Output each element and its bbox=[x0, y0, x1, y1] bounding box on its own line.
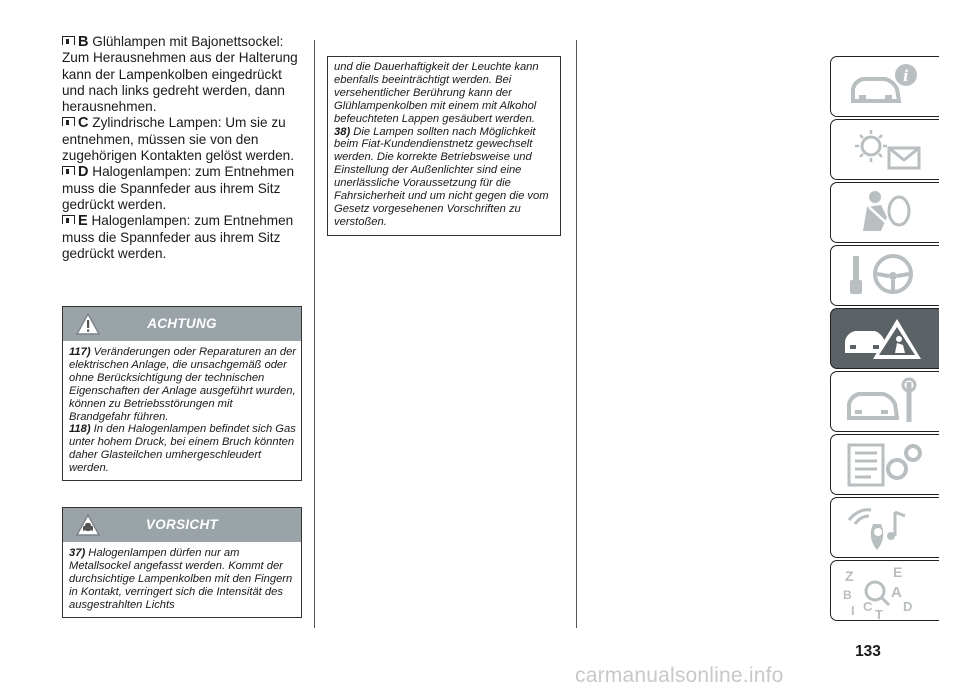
svg-text:i: i bbox=[903, 67, 909, 85]
index-letter: D bbox=[903, 599, 913, 614]
index-letter: T bbox=[875, 607, 883, 621]
paragraph-e bbox=[62, 213, 302, 262]
paragraph-letter: E bbox=[78, 213, 88, 230]
note-38 bbox=[334, 126, 556, 229]
key-steering-wheel-icon bbox=[841, 250, 931, 302]
airbag-safety-icon bbox=[841, 187, 931, 239]
achtung-note-117 bbox=[69, 346, 297, 423]
tab-technical-data[interactable] bbox=[830, 434, 939, 495]
left-column bbox=[62, 34, 302, 262]
car-info-icon bbox=[841, 61, 931, 113]
note-text: Halogenlampen dürfen nur am Metallsockel angefasst werden. Kommt der durchsichtige Lampenkolben mit den Fingern in Kontakt, verringert sich die Intensität des ausgestrahlten Lichts bbox=[69, 547, 293, 611]
continued-note-box bbox=[327, 56, 561, 236]
column-divider bbox=[314, 40, 315, 628]
achtung-body bbox=[63, 341, 301, 480]
vorsicht-box bbox=[62, 507, 302, 618]
index-letter: I bbox=[851, 603, 855, 618]
paragraph-text: Glühlampen mit Bajonettsockel: Zum Herausnehmen aus der Halterung kann der Lampenkolben eingedrückt und nach links gedreht werden, dann herausnehmen. bbox=[62, 34, 298, 115]
achtung-title: ACHTUNG bbox=[147, 316, 217, 331]
index-letter: C bbox=[863, 599, 873, 614]
index-letter: A bbox=[891, 584, 902, 601]
car-maintenance-icon bbox=[841, 376, 931, 428]
car-emergency-icon bbox=[841, 313, 931, 365]
technical-data-icon bbox=[841, 439, 931, 491]
tab-index[interactable] bbox=[830, 560, 939, 621]
paragraph-text: Zylindrische Lampen: Um sie zu entnehmen, müssen sie von den zugehörigen Kontakten gelöst werden. bbox=[62, 115, 295, 164]
paragraph-letter: C bbox=[78, 115, 89, 132]
paragraph-text: Halogenlampen: zum Entnehmen muss die Spannfeder aus ihrem Sitz gedrückt werden. bbox=[62, 213, 294, 261]
multimedia-icon bbox=[841, 502, 931, 554]
index-letter: B bbox=[843, 588, 852, 602]
vorsicht-body bbox=[63, 542, 301, 617]
note-number: 118) bbox=[69, 423, 91, 436]
column-divider bbox=[576, 40, 577, 628]
continued-text: und die Dauerhaftigkeit der Leuchte kann ebenfalls beeinträchtigt werden. Bei versehentlicher Berührung kann der Glühlampenkolben mit einem mit Alkohol befeuchteten Lappen gesäubert werden. bbox=[334, 61, 539, 125]
note-number: 37) bbox=[69, 547, 86, 559]
tab-starting[interactable] bbox=[830, 245, 939, 306]
bullet-icon bbox=[62, 117, 75, 126]
bullet-icon bbox=[62, 36, 75, 45]
tab-multimedia[interactable] bbox=[830, 497, 939, 558]
tab-dashboard[interactable] bbox=[830, 56, 939, 117]
paragraph-c bbox=[62, 115, 302, 164]
achtung-header bbox=[63, 307, 301, 341]
index-letter: E bbox=[893, 565, 903, 580]
vorsicht-note-37 bbox=[69, 547, 297, 612]
achtung-note-118 bbox=[69, 423, 297, 475]
tab-maintenance[interactable] bbox=[830, 371, 939, 432]
note-number: 117) bbox=[69, 346, 91, 358]
achtung-box bbox=[62, 306, 302, 481]
note-text: In den Halogenlampen befindet sich Gas unter hohem Druck, bei einem Bruch könnten daher Glasteilchen umhergeschleudert werden. bbox=[69, 423, 296, 475]
paragraph-b bbox=[62, 34, 302, 115]
vorsicht-title: VORSICHT bbox=[145, 517, 219, 532]
vorsicht-header bbox=[63, 508, 301, 542]
bullet-icon bbox=[62, 166, 75, 175]
paragraph-text: Halogenlampen: zum Entnehmen muss die Spannfeder aus ihrem Sitz gedrückt werden. bbox=[62, 164, 295, 212]
index-letter: Z bbox=[845, 568, 854, 584]
lights-message-icon bbox=[841, 124, 931, 176]
tab-lights[interactable] bbox=[830, 119, 939, 180]
note-text: Die Lampen sollten nach Möglichkeit beim Fiat-Kundendienstnetz gewechselt werden. Die korrekte Betriebsweise und Einstellung der Außenlichter sind eine unerlässliche Voraussetzung für die Fahrsicherheit und um nicht gegen die vom Gesetz vorgesehenen Vorschriften zu verstoßen. bbox=[334, 125, 549, 228]
watermark: carmanualsonline.info bbox=[575, 664, 784, 687]
tab-safety[interactable] bbox=[830, 182, 939, 243]
bullet-icon bbox=[62, 215, 75, 224]
paragraph-d bbox=[62, 164, 302, 213]
note-number: 38) bbox=[334, 125, 351, 138]
paragraph-letter: B bbox=[78, 34, 89, 50]
index-icon bbox=[841, 565, 931, 621]
tab-emergency[interactable] bbox=[830, 308, 939, 369]
note-text: Veränderungen oder Reparaturen an der elektrischen Anlage, die unsachgemäß oder ohne Berücksichtigung der technischen Eigenschaften der Anlage ausgeführt wurden, können zu Betriebsstörungen mit Brandgefahr führen. bbox=[69, 346, 297, 423]
paragraph-letter: D bbox=[78, 164, 89, 181]
page-number: 133 bbox=[855, 643, 881, 660]
